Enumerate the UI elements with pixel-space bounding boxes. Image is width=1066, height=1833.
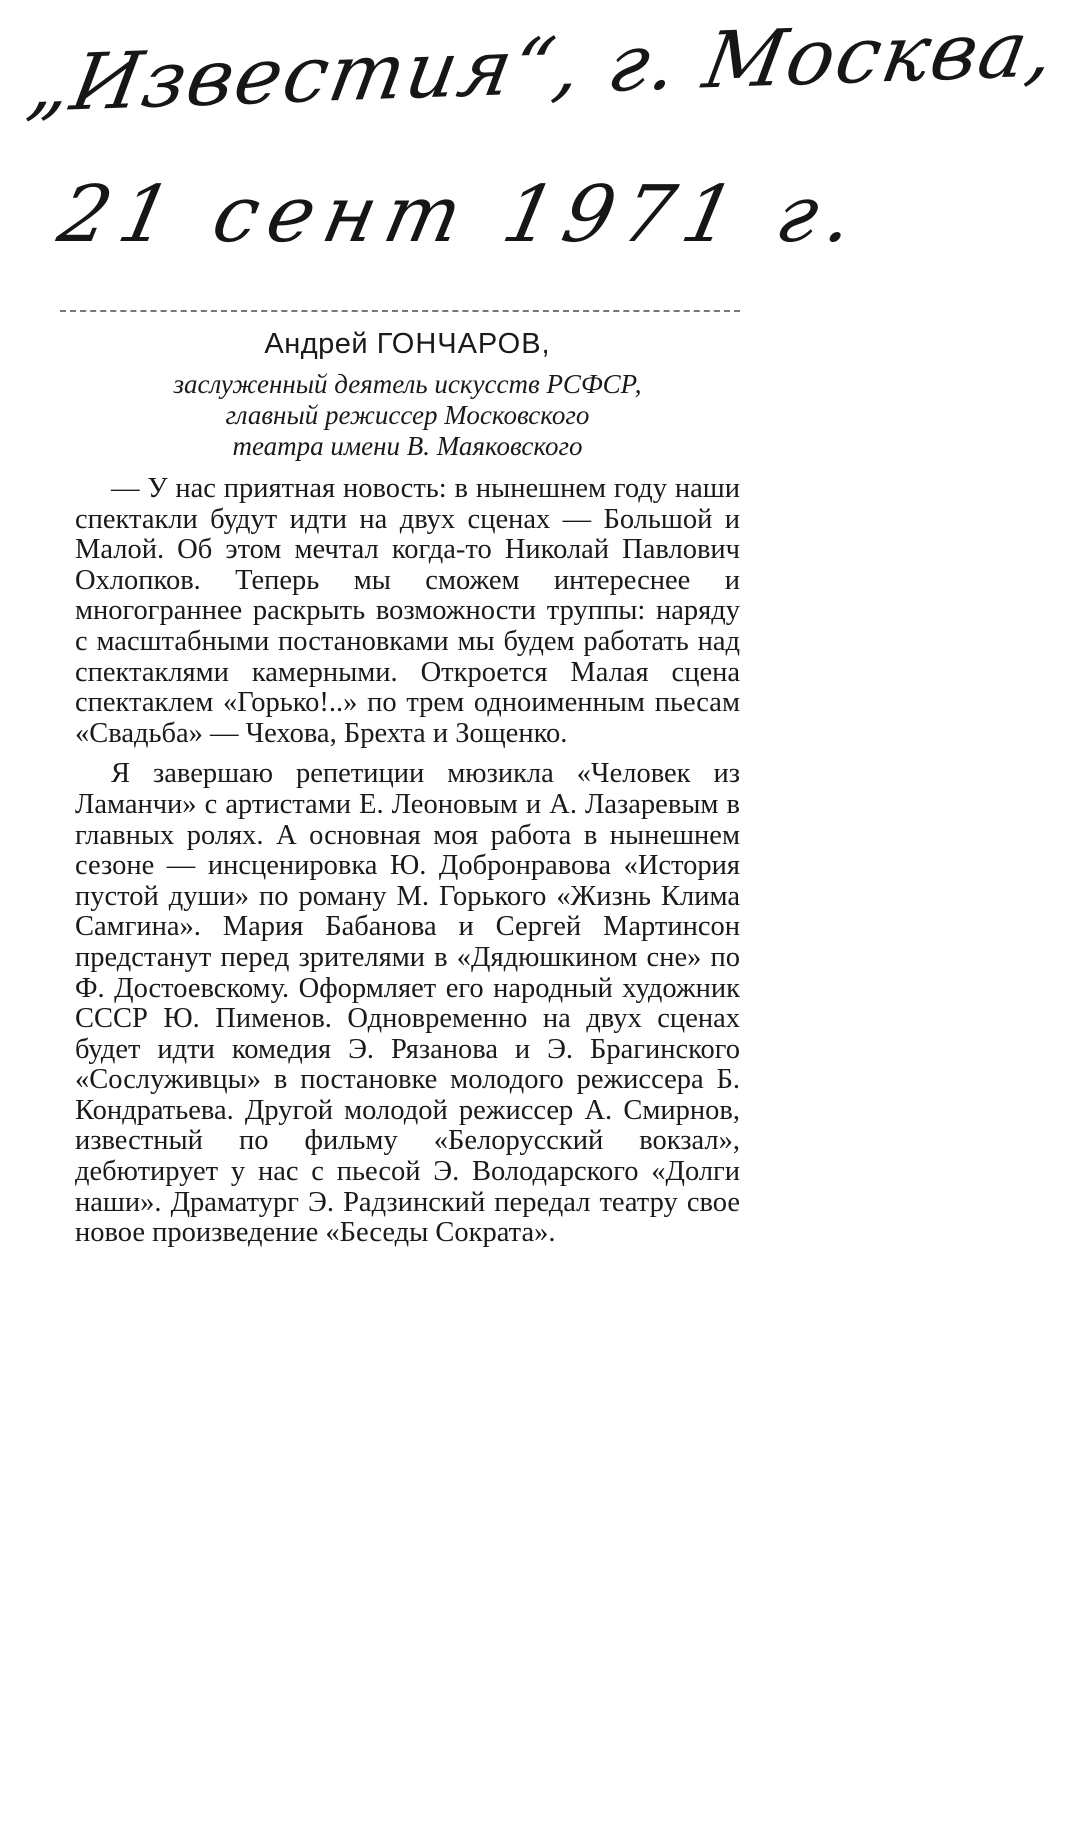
author-title-line: главный режиссер Московского — [225, 400, 590, 430]
author-title-line: заслуженный деятель искусств РСФСР, — [173, 369, 642, 399]
article-body — [75, 474, 740, 1249]
article-paragraph: Я завершаю репетиции мюзикла «Человек из Ламанчи» с артистами Е. Леоновым и А. Лазаревым в главных ролях. А основная моя работа в нынешнем сезоне — инсценировка Ю. Добронравова «История пустой души» по роману М. Горького «Жизнь Клима Самгина». Мария Бабанова и Сергей Мартинсон предстанут перед зрителями в «Дядюшкином сне» по Ф. Достоевскому. Оформляет его народный художник СССР Ю. Пименов. Одновременно на двух сценах будет идти комедия Э. Рязанова и Э. Брагинского «Сослуживцы» в постановке молодого режиссера Б. Кондратьева. Другой молодой режиссер А. Смирнов, известный по фильму «Белорусский вокзал», дебютирует у нас с пьесой Э. Володарского «Долги наши». Драматург Э. Радзинский передал театру свое новое произведение «Беседы Сократа». — [75, 758, 740, 1249]
newspaper-clipping — [75, 320, 740, 1259]
clipping-top-edge — [60, 310, 740, 312]
author-first-name: Андрей — [264, 328, 369, 360]
author-title-line: театра имени В. Маяковского — [232, 431, 583, 461]
handwritten-date: 21 сент 1971 г. — [51, 170, 872, 260]
article-paragraph: — У нас приятная новость: в нынешнем году наши спектакли будут идти на двух сценах — Большой и Малой. Об этом мечтал когда-то Николай Павлович Охлопков. Теперь мы сможем интереснее и многограннее раскрыть возможности труппы: наряду с масштабными постановками мы будем работать над спектаклями камерными. Откроется Малая сцена спектаклем «Горько!..» по трем одноименным пьесам «Свадьба» — Чехова, Брехта и Зощенко. — [75, 473, 740, 749]
author-name — [75, 328, 740, 361]
author-titles — [75, 369, 740, 462]
author-last-name: ГОНЧАРОВ, — [376, 328, 551, 360]
handwritten-source: „Известия“, г. Москва, — [21, 4, 1064, 130]
